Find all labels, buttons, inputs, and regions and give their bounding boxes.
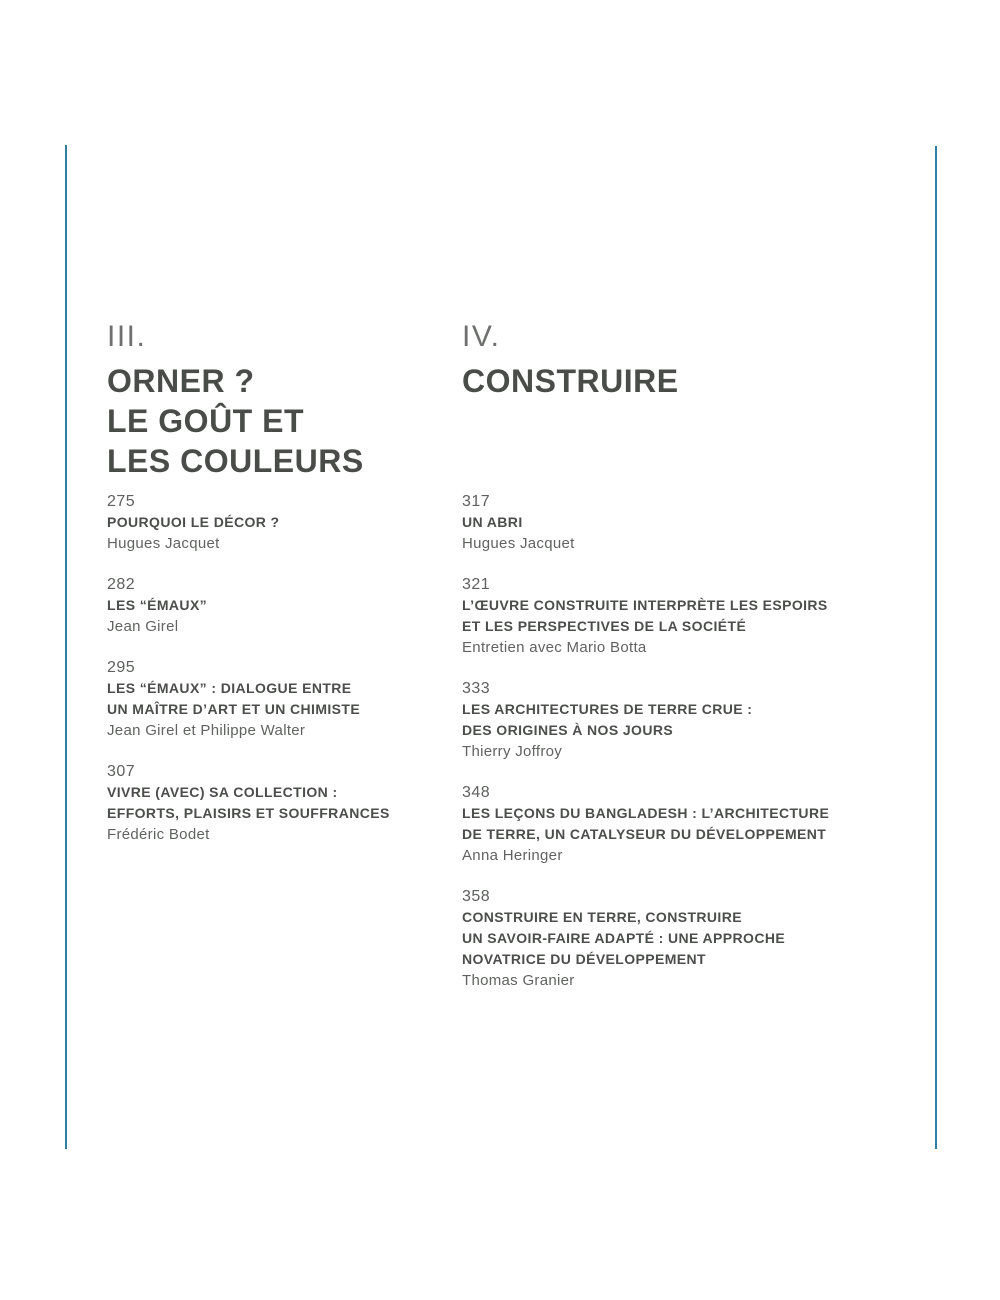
entry-author: Jean Girel [107,618,179,635]
entry-page-number: 348 [462,784,491,801]
entry-page-number: 275 [107,493,136,510]
page-edge-left [65,145,67,1149]
section-header [462,320,940,491]
toc-entry [462,678,940,762]
toc-section-iv [462,320,940,1011]
toc-entry [107,491,462,554]
entry-page-number: 321 [462,576,491,593]
section-numeral: III. [107,320,147,353]
entry-title-line: NOVATRICE DU DÉVELOPPEMENT [462,951,707,967]
entry-title-line: LES “ÉMAUX” : DIALOGUE ENTRE [107,680,352,696]
entry-title-line: POURQUOI LE DÉCOR ? [107,514,280,530]
entry-title-line: VIVRE (AVEC) SA COLLECTION : [107,784,338,800]
entry-page-number: 317 [462,493,491,510]
entry-title-line: ET LES PERSPECTIVES DE LA SOCIÉTÉ [462,618,747,634]
entry-author: Thomas Granier [462,972,575,989]
section-title-line: CONSTRUIRE [462,363,679,399]
toc-entry [107,574,462,637]
entry-title-line: LES “ÉMAUX” [107,597,208,613]
entry-title-line: DE TERRE, UN CATALYSEUR DU DÉVELOPPEMENT [462,826,827,842]
section-title [462,361,940,401]
toc-entry [462,886,940,991]
toc-entry [107,657,462,741]
toc-entry [462,491,940,554]
section-title-line: LES COULEURS [107,443,364,479]
entry-page-number: 333 [462,680,491,697]
entry-author: Hugues Jacquet [107,535,220,552]
entry-title-line: LES LEÇONS DU BANGLADESH : L’ARCHITECTURE [462,805,830,821]
entry-author: Thierry Joffroy [462,743,563,760]
entry-author: Entretien avec Mario Botta [462,639,647,656]
entry-title-line: UN SAVOIR-FAIRE ADAPTÉ : UNE APPROCHE [462,930,786,946]
entry-author: Jean Girel et Philippe Walter [107,722,306,739]
entry-author: Anna Heringer [462,847,563,864]
entry-title-line: LES ARCHITECTURES DE TERRE CRUE : [462,701,753,717]
table-of-contents [107,320,940,1011]
entry-page-number: 282 [107,576,136,593]
entry-title-line: EFFORTS, PLAISIRS ET SOUFFRANCES [107,805,390,821]
section-title-line: ORNER ? [107,363,255,399]
entry-page-number: 307 [107,763,136,780]
toc-entry [107,761,462,845]
toc-entry [462,782,940,866]
section-title-line: LE GOÛT ET [107,403,304,439]
entry-title-line: UN MAÎTRE D’ART ET UN CHIMISTE [107,701,361,717]
entry-author: Frédéric Bodet [107,826,210,843]
entry-author: Hugues Jacquet [462,535,575,552]
toc-section-iii [107,320,462,1011]
section-header [107,320,462,491]
entry-page-number: 295 [107,659,136,676]
section-numeral: IV. [462,320,501,353]
entry-page-number: 358 [462,888,491,905]
entry-title-line: L’ŒUVRE CONSTRUITE INTERPRÈTE LES ESPOIRS [462,597,828,613]
entry-title-line: CONSTRUIRE EN TERRE, CONSTRUIRE [462,909,742,925]
entry-title-line: DES ORIGINES À NOS JOURS [462,722,674,738]
section-title [107,361,462,481]
entry-title-line: UN ABRI [462,514,523,530]
toc-entry [462,574,940,658]
